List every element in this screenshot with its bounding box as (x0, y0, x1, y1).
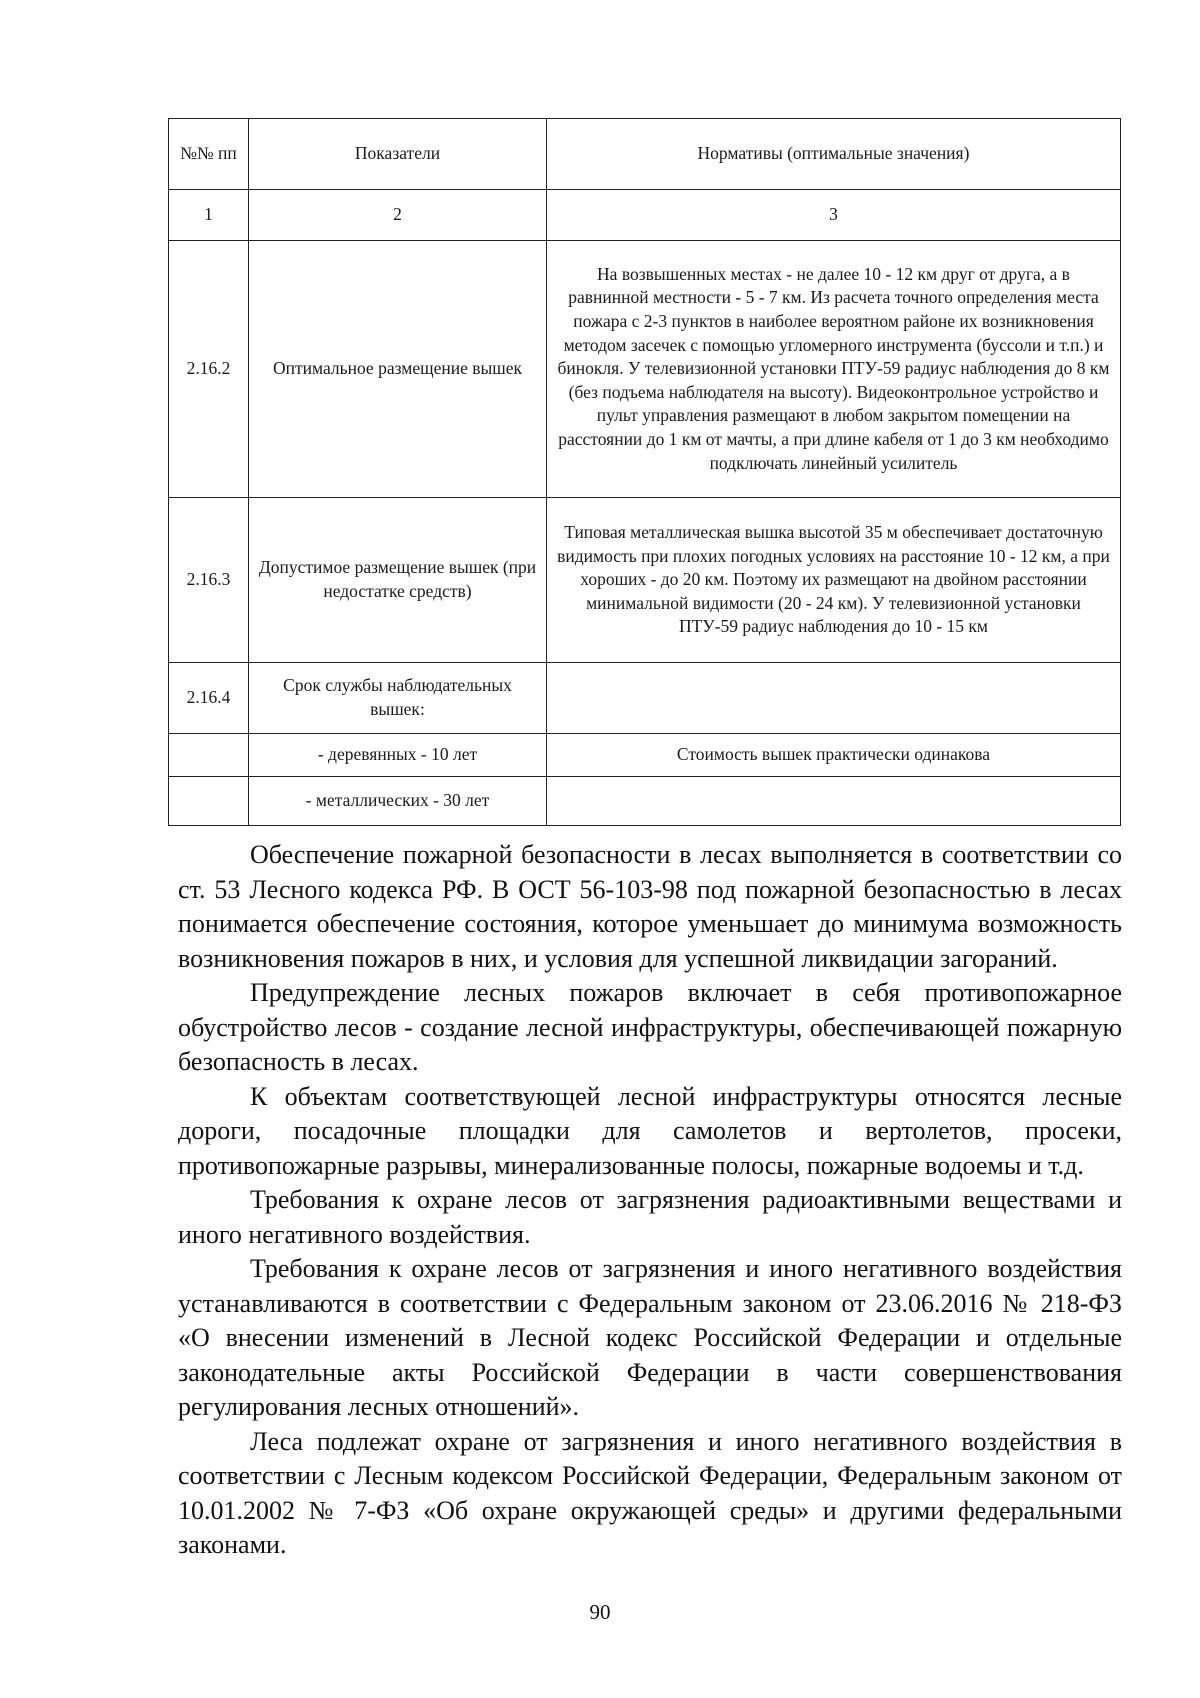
paragraph: Требования к охране лесов от загрязнения и иного негативного воздействия устанавливаются в соответствии с Федеральным законом от 23.06.2016 № 218-ФЗ «О внесении изменений в Лесной кодекс Российской Федерации и отдельные законодательные акты Российской Федерации в части совершенствования регулирования лесных отношений». (178, 1254, 1122, 1421)
row-indicator: Допустимое размещение вышек (при недостатке средств) (249, 498, 547, 663)
norms-table (168, 118, 1121, 826)
paragraph: Предупреждение лесных пожаров включает в себя противопожарное обустройство лесов - создание лесной инфраструктуры, обеспечивающей пожарную безопасность в лесах. (178, 978, 1122, 1076)
row-norm-text: На возвышенных местах - не далее 10 - 12 км друг от друга, а в равнинной местности - 5 - 7 км. Из расчета точного определения места пожара с 2-3 пунктов в наиболее вероятном районе их возникновения методом засечек с помощью угломерного инструмента (буссоли и т.п.) и бинокля. У телевизионной установки ПТУ-59 радиус наблюдения до 8 км (без подъема наблюдателя на высоту). Видеоконтрольное устройство и пульт управления размещают в любом закрытом помещении на расстоянии до 1 км от мачты, а при длине кабеля от 1 до 3 км необходимо подключать линейный усилитель (557, 263, 1110, 473)
row-number: 2.16.4 (169, 663, 249, 734)
row-norm (547, 241, 1121, 498)
paragraph: К объектам соответствующей лесной инфраструктуры относятся лесные дороги, посадочные площадки для самолетов и вертолетов, просеки, противопожарные разрывы, минерализованные полосы, пожарные водоемы и т.д. (178, 1081, 1122, 1180)
row-indicator: Срок службы наблюдательных вышек: (249, 663, 547, 734)
paragraph: Обеспечение пожарной безопасности в лесах выполняется в соответствии со ст. 53 Лесного кодекса РФ. В ОСТ 56-103-98 под пожарной безопасностью в лесах понимается обеспечение состояния, которое уменьшает до минимума возможность возникновения пожаров в них, и условия для успешной ликвидации загораний. (178, 840, 1122, 973)
table-row (169, 663, 1121, 734)
column-number: 3 (547, 190, 1121, 241)
row-indicator: Оптимальное размещение вышек (249, 241, 547, 498)
row-norm (547, 498, 1121, 663)
column-number-row (169, 190, 1121, 241)
row-norm (547, 777, 1121, 826)
row-indicator: - деревянных - 10 лет (249, 734, 547, 777)
paragraph: Требования к охране лесов от загрязнения радиоактивными веществами и иного негативного воздействия. (178, 1185, 1122, 1249)
column-number: 2 (249, 190, 547, 241)
row-norm: Стоимость вышек практически одинакова (547, 734, 1121, 777)
row-indicator: - металлических - 30 лет (249, 777, 547, 826)
table-row (169, 734, 1121, 777)
table-row (169, 777, 1121, 826)
page-number: 90 (589, 1600, 611, 1624)
row-number: 2.16.3 (169, 498, 249, 663)
table-row (169, 241, 1121, 498)
row-norm-text: Типовая металлическая вышка высотой 35 м обеспечивает достаточную видимость при плохих погодных условиях на расстояние 10 - 12 км, а при хороших - до 20 км. Поэтому их размещают на двойном расстоянии минимальной видимости (20 - 24 км). У телевизионной установки ПТУ-59 радиус наблюдения до 10 - 15 км (557, 521, 1110, 637)
body-text (178, 838, 1122, 1563)
header-norms: Нормативы (оптимальные значения) (547, 119, 1121, 190)
row-number (169, 777, 249, 826)
table-row (169, 498, 1121, 663)
column-number: 1 (169, 190, 249, 241)
header-indicator: Показатели (249, 119, 547, 190)
header-number: №№ пп (169, 119, 249, 190)
paragraph: Леса подлежат охране от загрязнения и иного негативного воздействия в соответствии с Лесным кодексом Российской Федерации, Федеральным законом от 10.01.2002 № 7-ФЗ «Об охране окружающей среды» и другими федеральными законами. (178, 1426, 1122, 1559)
row-number (169, 734, 249, 777)
table-header-row (169, 119, 1121, 190)
row-norm (547, 663, 1121, 734)
row-number: 2.16.2 (169, 241, 249, 498)
